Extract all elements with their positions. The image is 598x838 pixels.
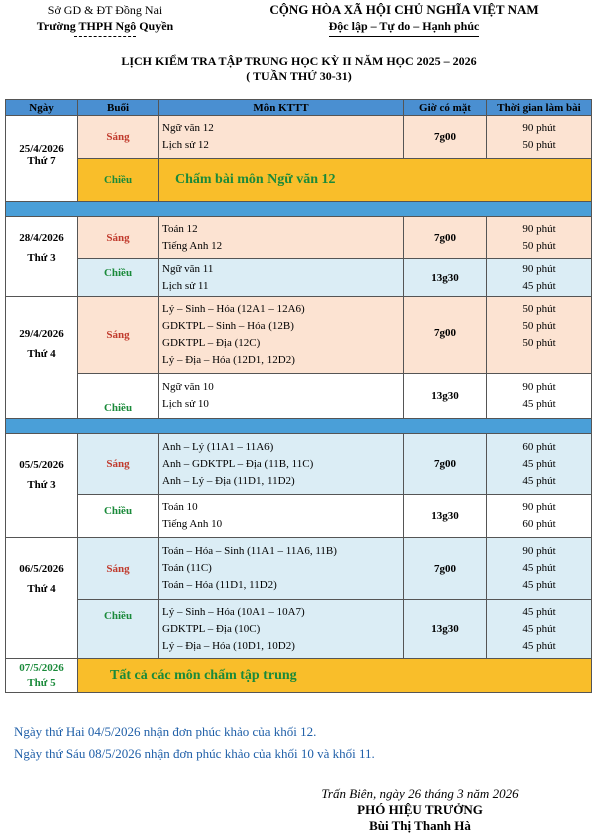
date-cell <box>6 538 78 659</box>
duration-item: 60 phút <box>522 518 556 530</box>
session-cell: Chiều <box>78 259 159 297</box>
weekday-value: Thứ 3 <box>27 252 56 264</box>
subject-cell <box>159 374 404 419</box>
subject-item: Ngữ văn 12 <box>162 122 214 134</box>
signer-name: Bùi Thị Thanh Hà <box>369 818 471 833</box>
table-row <box>6 600 592 659</box>
national-motto: Độc lập – Tự do – Hạnh phúc <box>328 19 480 33</box>
duration-item: 90 phút <box>522 381 556 393</box>
table-row <box>6 495 592 538</box>
title-line1: LỊCH KIỂM TRA TẬP TRUNG HỌC KỲ II NĂM HỌC 2025 – 2026 <box>121 54 477 68</box>
grading-message: Tất cả các môn chấm tập trung <box>78 659 592 693</box>
duration-cell <box>487 259 592 297</box>
table-header-row <box>6 100 592 116</box>
duration-item: 90 phút <box>522 501 556 513</box>
subject-cell <box>159 495 404 538</box>
duration-item: 60 phút <box>522 440 556 453</box>
exam-schedule-table <box>5 99 592 693</box>
subject-item: Lý – Sinh – Hóa (12A1 – 12A6) <box>162 303 305 315</box>
subject-item: Lịch sử 11 <box>162 279 209 292</box>
subject-item: GDKTPL – Địa (12C) <box>162 337 261 349</box>
subject-item: Ngữ văn 11 <box>162 262 214 275</box>
duration-item: 90 phút <box>522 122 556 134</box>
signer-position: PHÓ HIỆU TRƯỞNG <box>357 802 483 817</box>
subject-item: Lịch sử 10 <box>162 398 209 410</box>
place-date: Trấn Biên, ngày 26 tháng 3 năm 2026 <box>321 786 519 801</box>
date-cell <box>6 297 78 419</box>
duration-cell <box>487 297 592 374</box>
table-row <box>6 217 592 259</box>
date-value: 29/4/2026 <box>19 328 64 340</box>
subject-item: Lý – Địa – Hóa (10D1, 10D2) <box>162 639 295 652</box>
date-cell <box>6 217 78 297</box>
table-row <box>6 538 592 600</box>
table-row <box>6 116 592 159</box>
session-cell: Sáng <box>78 297 159 374</box>
divider <box>329 36 479 37</box>
table-row <box>6 259 592 297</box>
duration-item: 90 phút <box>522 545 556 557</box>
duration-item: 45 phút <box>522 622 556 635</box>
arrival-time-cell: 7g00 <box>404 434 487 495</box>
date-cell <box>6 116 78 202</box>
date-value: 05/5/2026 <box>19 459 64 471</box>
school-name: Trường THPH Ngô Quyền <box>36 19 174 33</box>
duration-item: 45 phút <box>522 457 556 470</box>
subject-item: Toán 12 <box>162 222 198 235</box>
subject-cell <box>159 297 404 374</box>
separator-row <box>6 202 592 217</box>
subject-item: Toán (11C) <box>162 562 212 574</box>
grading-message: Chấm bài môn Ngữ văn 12 <box>159 159 592 202</box>
duration-cell <box>487 434 592 495</box>
duration-item: 50 phút <box>522 303 556 315</box>
note-item: Ngày thứ Hai 04/5/2026 nhận đơn phúc khảo của khối 12. <box>14 724 317 739</box>
subject-item: GDKTPL – Địa (10C) <box>162 622 261 635</box>
weekday-value: Thứ 4 <box>27 583 56 595</box>
duration-item: 45 phút <box>522 398 556 410</box>
subject-cell <box>159 217 404 259</box>
subject-item: Anh – Lý – Địa (11D1, 11D2) <box>162 474 295 487</box>
document-title <box>0 54 598 84</box>
subject-cell <box>159 600 404 659</box>
duration-cell <box>487 217 592 259</box>
arrival-time-cell: 13g30 <box>404 495 487 538</box>
subject-item: GDKTPL – Sinh – Hóa (12B) <box>162 320 294 332</box>
duration-item: 45 phút <box>522 639 556 652</box>
date-cell <box>6 659 78 693</box>
subject-item: Anh – Lý (11A1 – 11A6) <box>162 440 274 453</box>
subject-item: Anh – GDKTPL – Địa (11B, 11C) <box>162 457 314 470</box>
subject-item: Lịch sử 12 <box>162 139 209 151</box>
subject-cell <box>159 116 404 159</box>
department-name: Sở GD & ĐT Đồng Nai <box>47 3 163 17</box>
duration-cell <box>487 495 592 538</box>
title-line2: ( TUẦN THỨ 30-31) <box>246 69 352 83</box>
duration-cell <box>487 116 592 159</box>
arrival-time-cell: 13g30 <box>404 374 487 419</box>
arrival-time-cell: 7g00 <box>404 297 487 374</box>
subject-item: Toán – Hóa (11D1, 11D2) <box>162 579 277 591</box>
session-cell: Sáng <box>78 538 159 600</box>
subject-cell <box>159 538 404 600</box>
duration-item: 50 phút <box>522 239 556 252</box>
arrival-time-cell: 7g00 <box>404 538 487 600</box>
subject-item: Lý – Sinh – Hóa (10A1 – 10A7) <box>162 605 305 618</box>
subject-item: Tiếng Anh 10 <box>162 518 223 530</box>
session-cell: Chiều <box>78 600 159 659</box>
duration-item: 50 phút <box>522 320 556 332</box>
duration-item: 45 phút <box>522 605 556 618</box>
session-cell: Chiều <box>78 495 159 538</box>
duration-item: 90 phút <box>522 262 556 275</box>
subject-item: Toán 10 <box>162 501 198 513</box>
duration-item: 50 phút <box>522 139 556 151</box>
session-cell: Sáng <box>78 434 159 495</box>
separator-row <box>6 419 592 434</box>
date-value: 06/5/2026 <box>19 563 64 575</box>
col-header-duration: Thời gian làm bài <box>487 100 592 116</box>
divider <box>74 36 136 37</box>
date-value: 25/4/2026 <box>19 143 64 155</box>
issuer-block <box>0 2 210 37</box>
duration-item: 50 phút <box>522 337 556 349</box>
session-cell: Sáng <box>78 116 159 159</box>
subject-item: Lý – Địa – Hóa (12D1, 12D2) <box>162 354 295 366</box>
subject-item: Ngữ văn 10 <box>162 381 214 393</box>
duration-item: 45 phút <box>522 579 556 591</box>
col-header-arrival-time: Giờ có mặt <box>404 100 487 116</box>
table-row <box>6 659 592 693</box>
weekday-value: Thứ 7 <box>27 155 56 167</box>
country-name: CỘNG HÒA XÃ HỘI CHỦ NGHĨA VIỆT NAM <box>269 2 539 17</box>
duration-item: 45 phút <box>522 562 556 574</box>
session-cell: Sáng <box>78 217 159 259</box>
arrival-time-cell: 13g30 <box>404 600 487 659</box>
weekday-value: Thứ 5 <box>27 676 56 689</box>
col-header-session: Buổi <box>78 100 159 116</box>
national-header <box>210 2 598 37</box>
duration-item: 45 phút <box>522 474 556 487</box>
session-cell: Chiều <box>78 159 159 202</box>
duration-cell <box>487 374 592 419</box>
note-item: Ngày thứ Sáu 08/5/2026 nhận đơn phúc khảo của khối 10 và khối 11. <box>14 746 375 761</box>
arrival-time-cell: 13g30 <box>404 259 487 297</box>
arrival-time-cell: 7g00 <box>404 217 487 259</box>
date-value: 28/4/2026 <box>19 232 64 244</box>
duration-cell <box>487 538 592 600</box>
duration-cell <box>487 600 592 659</box>
duration-item: 90 phút <box>522 222 556 235</box>
table-row <box>6 374 592 419</box>
col-header-subject: Môn KTTT <box>159 100 404 116</box>
duration-item: 45 phút <box>522 279 556 292</box>
subject-cell <box>159 259 404 297</box>
arrival-time-cell: 7g00 <box>404 116 487 159</box>
subject-item: Toán – Hóa – Sinh (11A1 – 11A6, 11B) <box>162 545 337 557</box>
weekday-value: Thứ 4 <box>27 348 56 360</box>
weekday-value: Thứ 3 <box>27 479 56 491</box>
session-cell: Chiều <box>78 374 159 419</box>
table-row <box>6 434 592 495</box>
table-row <box>6 297 592 374</box>
subject-item: Tiếng Anh 12 <box>162 239 223 252</box>
date-cell <box>6 434 78 538</box>
date-value: 07/5/2026 <box>19 661 64 674</box>
table-row <box>6 159 592 202</box>
subject-cell <box>159 434 404 495</box>
col-header-date: Ngày <box>6 100 78 116</box>
